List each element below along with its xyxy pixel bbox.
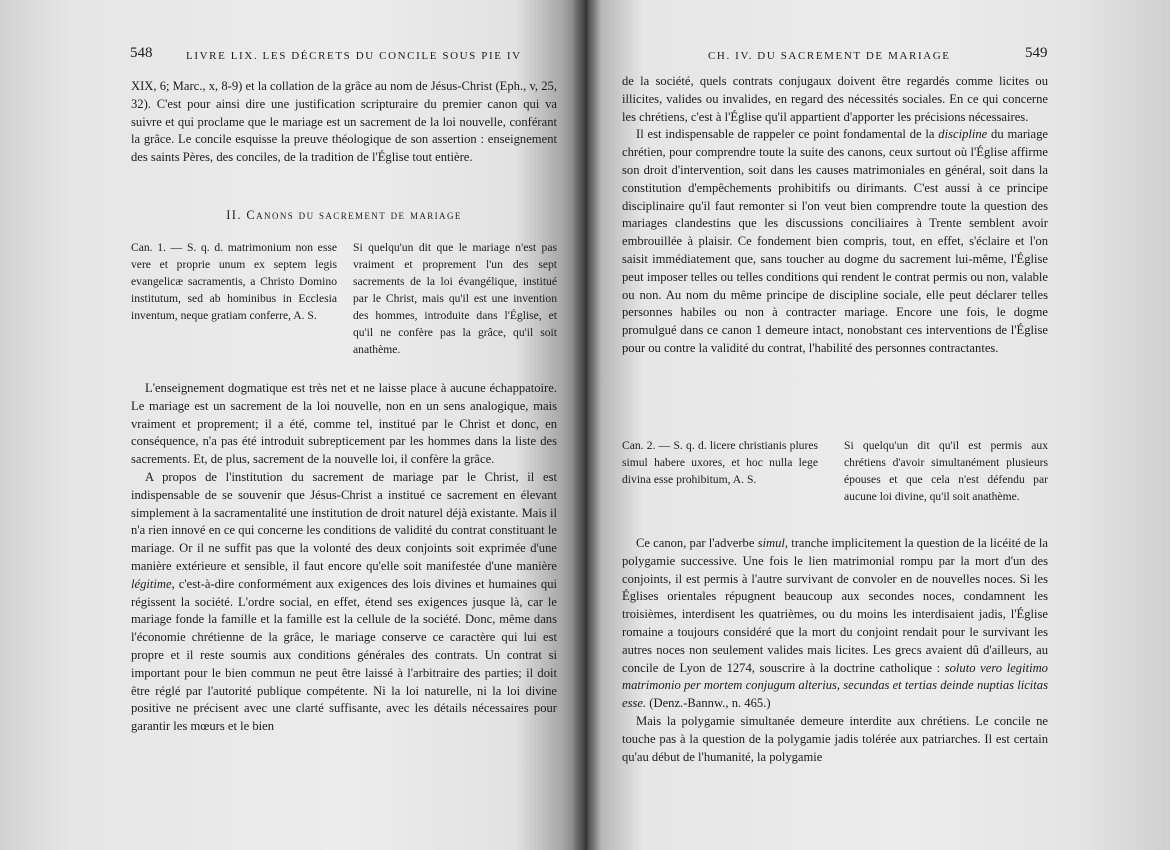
emphasis: légitime: [131, 576, 172, 591]
text-run: Il est indispensable de rappeler ce point fondamental de la: [636, 127, 939, 142]
emphasis: soluto vero legitimo matrimonio per mortem conjugum alterius, secundas et tertias deinde nuptias licitas esse.: [622, 660, 1048, 711]
paragraph: [622, 126, 1048, 357]
paragraph: XIX, 6; Marc., x, 8-9) et la collation de la grâce au nom de Jésus-Christ (Eph., v, 25, 32). C'est pour ainsi dire une justification scripturaire du premier canon qui va suivre et qui proclame que le mariage est un sacrement de la loi nouvelle, conférant la grâce. Le concile esquisse la preuve théologique de son assertion : enseignement des saints Pères, des conciles, de la tradition de l'Église tout entière.: [131, 79, 557, 165]
canon-french-text: Si quelqu'un dit que le mariage n'est pas vraiment et proprement l'un des sept sacrements de la loi évangélique, institué par le Christ, mais qu'il est une invention des hommes, introduite dans l'Église, et qu'il ne confère pas la grâce, qu'il soit anathème.: [353, 241, 557, 356]
text-run: , tranche implicitement la question de la licéité de la polygamie successive. Une fois le lien matrimonial rompu par la mort d'un des conjoints, il est permis à l'autre survivant de convoler en de nouvelles noces. Si les Églises orientales répugnent beaucoup aux secondes noces, condamnent les troisièmes, interdisent les quatrièmes, ou du moins les interdisaient jadis, l'Église romaine a toujours considéré que la mort du conjoint rendait pour le survivant les autres noces non seulement valides mais licites. Les grecs avaient dû d'ailleurs, au concile de Lyon de 1274, souscrire à la doctrine catholique :: [622, 536, 1048, 675]
emphasis: discipline: [938, 127, 988, 142]
text-run: , c'est-à-dire conformément aux exigences des lois divines et humaines qui régissent la société. L'ordre social, en effet, étend ses exigences jusque là, car le mariage fonde la famille et la famille est la cellule de la société. Donc, même dans l'économie chrétienne de la grâce, le mariage conserve ce caractère qui lui est propre et il reste soumis aux conditions générales des contrats. Un contrat si important pour le bien commun ne peut être laissé à l'arbitraire des parties; il doit être réglé par l'autorité publique compétente. Ni la loi naturelle, ni la loi divine positive ne précisent avec une clarté suffisante, avec les détails nécessaires pour garantir les mœurs et le bien: [131, 576, 557, 734]
page-number: 548: [130, 45, 153, 61]
canon-2-block: [622, 437, 1048, 527]
paragraph: [131, 469, 557, 736]
paragraph: Mais la polygamie simultanée demeure interdite aux chrétiens. Le concile ne touche pas à la question de la polygamie jadis tolérée aux patriarches. Il est certain qu'au début de l'humanité, la polygamie: [622, 713, 1048, 764]
section-title: II. Canons du sacrement de mariage: [226, 208, 462, 222]
canon-latin-text: Can. 1. — S. q. d. matrimonium non esse vere et proprie unum ex septem legis evangelicæ sacramentis, a Christo Domino institutum, sed ab hominibus in Ecclesia inventum, neque gratiam conferre, A. S.: [131, 241, 337, 322]
paragraph-top: [131, 78, 557, 167]
running-head: LIVRE LIX. LES DÉCRETS DU CONCILE SOUS PIE IV: [186, 50, 522, 62]
text-run: du mariage chrétien, pour comprendre toute la suite des canons, ceux surtout où l'Église affirme son droit d'intervention, soit dans les causes matrimoniales en général, soit dans la constitution d'empêchements prohibitifs ou dirimants. C'est aussi à ce principe disciplinaire qu'il faut remonter si l'on veut bien comprendre toute la question des mariages clandestins que les discussions conciliaires à Trente semblent avoir embrouillée à plaisir. Ce fondement bien compris, tout, en effet, s'éclaire et l'on saisit immédiatement que, sans toucher au dogme du sacrement lui-même, l'Église peut imposer telles ou telles conditions qui rendent le contrat permis ou non, valable ou non. Au nom du même principe de discipline sociale, elle peut déclarer telles personnes habiles ou non à contracter mariage. Encore une fois, le dogme promulgué dans ce canon 1 demeure intact, nonobstant ces interventions de l'Église pour ou contre la validité du contrat, l'habilité des personnes contractantes.: [622, 127, 1048, 355]
canon-french-text: Si quelqu'un dit qu'il est permis aux chrétiens d'avoir simultanément plusieurs épouses et que cela n'est défendu par aucune loi divine, qu'il soit anathème.: [844, 439, 1048, 503]
canon-1-block: [131, 239, 557, 374]
book-gutter: [572, 0, 600, 850]
text-run: A propos de l'institution du sacrement de mariage par le Christ, il est indispensable de se souvenir que Jésus-Christ a institué ce sacrement en élevant simplement à la sacramentalité une institution de droit naturel déjà existante. Mais il n'a rien innové en ce qui concerne les conditions de validité du contrat constituant le mariage. Or il ne suffit pas que la volonté des deux conjoints soit exprimée d'une manière extérieure et sensible, il faut encore qu'elle soit manifestée d'une manière: [131, 469, 557, 573]
paragraph: [622, 535, 1048, 713]
body-text: [131, 380, 557, 736]
text-run: (Denz.-Bannw., n. 465.): [646, 696, 771, 711]
body-text-bottom: [622, 535, 1048, 766]
page-number: 549: [1025, 45, 1048, 61]
canon-latin-text: Can. 2. — S. q. d. licere christianis plures simul habere uxores, et hoc nulla lege divina esse prohibitum, A. S.: [622, 439, 818, 486]
paragraph: L'enseignement dogmatique est très net et ne laisse place à aucune échappatoire. Le mariage est un sacrement de la loi nouvelle, non en un sens analogique, mais vraiment et proprement; il a été, comme tel, institué par le Christ et donc, en conséquence, n'a pas été introduit subrepticement par les hommes dans la liste des sacrements. Et, de plus, sacrement de la nouvelle loi, il confère la grâce.: [131, 381, 557, 467]
body-text-top: [622, 73, 1048, 358]
right-page: [585, 0, 1170, 850]
text-run: Ce canon, par l'adverbe: [636, 536, 758, 550]
running-head: CH. IV. DU SACREMENT DE MARIAGE: [708, 50, 951, 62]
emphasis: simul: [757, 536, 785, 550]
paragraph: de la société, quels contrats conjugaux doivent être regardés comme licites ou illicites, valides ou invalides, en regard des nécessités sociales. En ce qui concerne les chrétiens, c'est à l'Église qu'il appartient d'apporter les précisions nécessaires.: [622, 74, 1048, 124]
